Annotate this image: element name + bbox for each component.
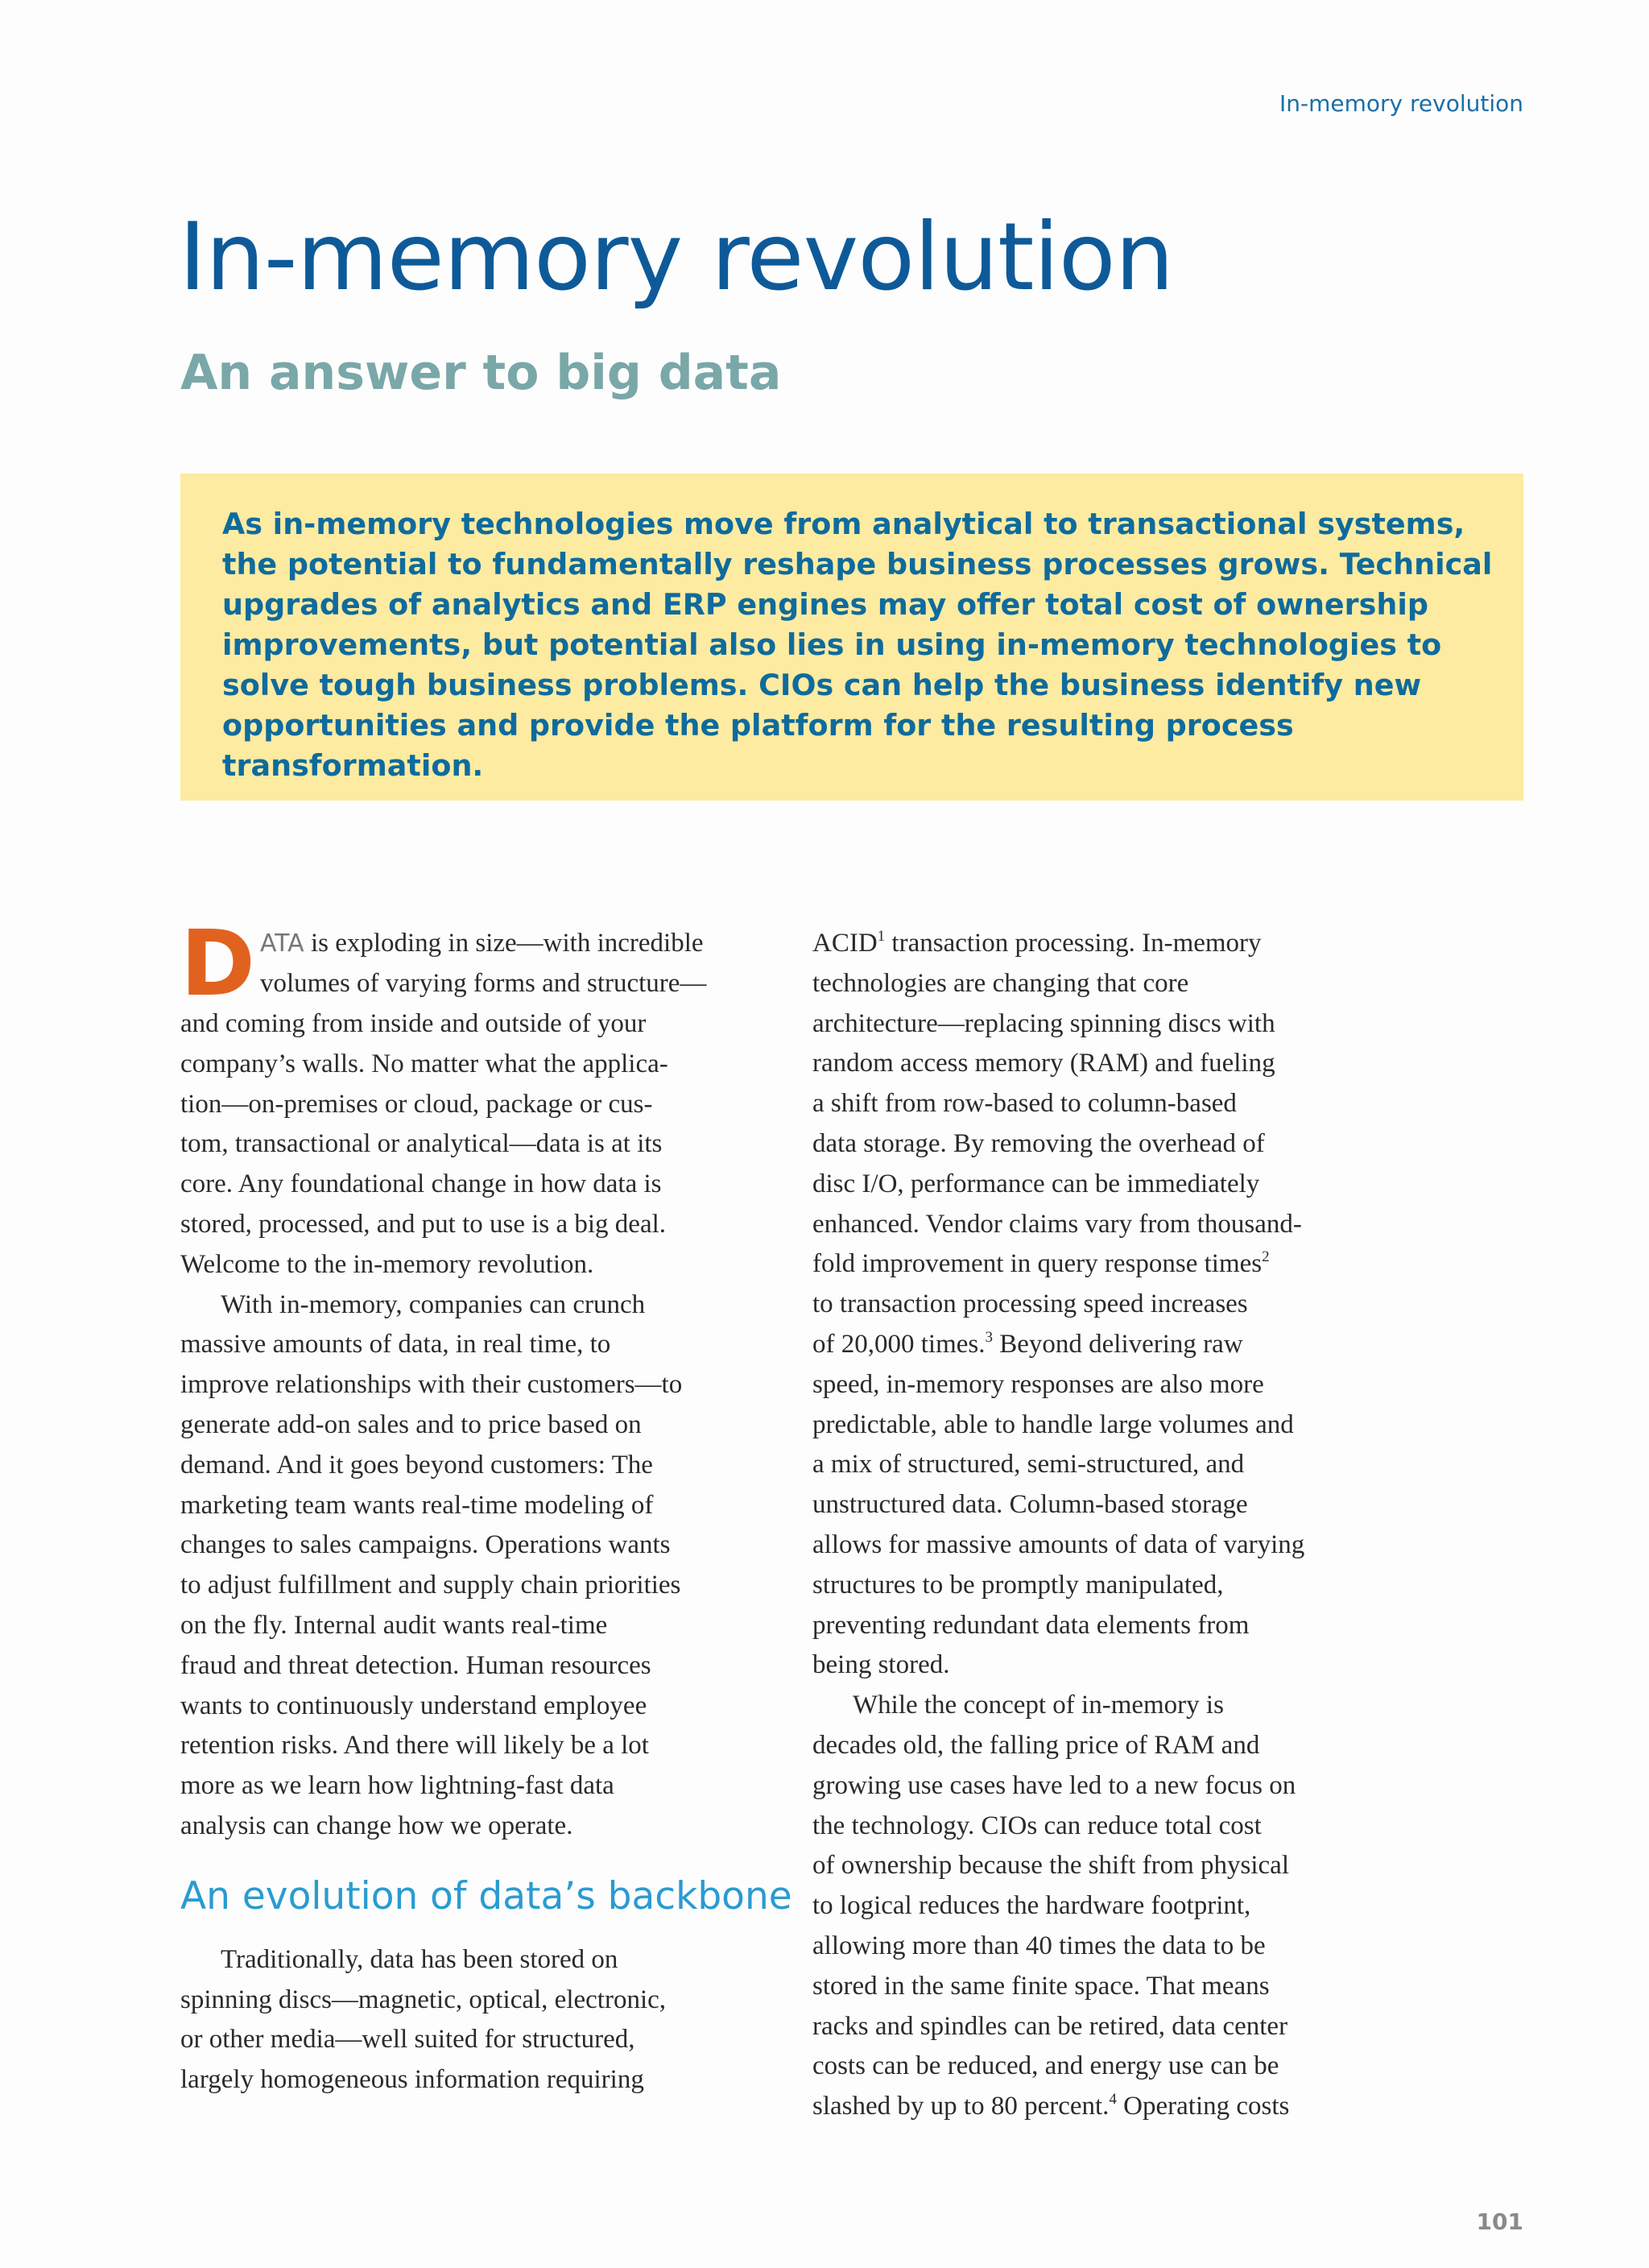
body-line — [812, 1325, 1440, 1365]
footnote-ref: 1 — [877, 928, 886, 945]
body-line: to transaction processing speed increases — [812, 1289, 1248, 1319]
body-line: volumes of varying forms and structure— — [259, 968, 707, 998]
body-line: improve relationships with their customers—to — [180, 1370, 683, 1400]
right-column — [812, 924, 1440, 2127]
body-line: random access memory (RAM) and fueling — [812, 1049, 1275, 1078]
body-line: retention risks. And there will likely be a lot — [180, 1731, 649, 1761]
body-text: Operating costs — [1116, 2092, 1290, 2121]
footnote-ref: 2 — [1262, 1248, 1270, 1266]
footnote-ref: 3 — [985, 1328, 993, 1346]
body-line: Traditionally, data has been stored on — [221, 1944, 618, 1974]
body-line: structures to be promptly manipulated, — [812, 1570, 1224, 1600]
body-text: fold improvement in query response times — [812, 1249, 1263, 1279]
body-line: demand. And it goes beyond customers: The — [180, 1450, 653, 1480]
body-line: unstructured data. Column-based storage — [812, 1490, 1248, 1520]
body-text: of 20,000 times. — [812, 1329, 986, 1359]
body-line: growing use cases have led to a new focus on — [812, 1770, 1296, 1800]
small-caps-text: ATA — [259, 929, 304, 958]
body-line: generate add-on sales and to price based on — [180, 1409, 642, 1439]
footnote-ref: 4 — [1109, 2091, 1117, 2109]
body-line: company’s walls. No matter what the applica- — [180, 1049, 668, 1078]
page-number: 101 — [1476, 2208, 1523, 2235]
body-line — [180, 924, 776, 964]
body-line: speed, in-memory responses are also more — [812, 1369, 1264, 1399]
body-line: a mix of structured, semi-structured, and — [812, 1450, 1245, 1480]
body-line: Welcome to the in-memory revolution. — [180, 1249, 594, 1279]
body-line: enhanced. Vendor claims vary from thousand- — [812, 1209, 1302, 1239]
body-line: costs can be reduced, and energy use can be — [812, 2051, 1279, 2081]
body-line: the technology. CIOs can reduce total cost — [812, 1811, 1262, 1840]
body-line: changes to sales campaigns. Operations wants — [180, 1530, 671, 1560]
body-line: fraud and threat detection. Human resources — [180, 1650, 651, 1680]
body-line: of ownership because the shift from physical — [812, 1851, 1290, 1881]
body-text: slashed by up to 80 percent. — [812, 2092, 1110, 2121]
body-text: transaction processing. In-memory — [885, 929, 1262, 958]
body-line: decades old, the falling price of RAM and — [812, 1730, 1260, 1760]
body-text: ACID — [812, 929, 878, 958]
body-line: largely homogeneous information requiring — [180, 2065, 644, 2095]
running-head: In-memory revolution — [1279, 90, 1523, 117]
body-line: stored, processed, and put to use is a big deal. — [180, 1209, 667, 1239]
body-line — [812, 2087, 1440, 2127]
body-line: technologies are changing that core — [812, 968, 1189, 998]
body-line: allowing more than 40 times the data to be — [812, 1931, 1266, 1960]
body-line: tom, transactional or analytical—data is at its — [180, 1129, 663, 1159]
left-column — [180, 912, 792, 2100]
body-line: to adjust fulfillment and supply chain priorities — [180, 1571, 681, 1600]
section-subhead: An evolution of data’s backbone — [180, 1873, 792, 1918]
body-line: being stored. — [812, 1650, 950, 1680]
callout-text: As in-memory technologies move from analytical to transactional systems, the potential to fundamentally reshape business processes grows. Technical upgrades of analytics and ERP engines may offer total cost of ownership improvements, but potential also lies in using in-memory technologies to solve tough business problems. CIOs can help the business identify new opportunities and provide the platform for the resulting process transformation. — [222, 507, 1493, 783]
body-line: With in-memory, companies can crunch — [221, 1289, 646, 1319]
body-line: analysis can change how we operate. — [180, 1811, 573, 1840]
body-line: architecture—replacing spinning discs with — [812, 1008, 1275, 1038]
body-text: is exploding in size—with incredible — [304, 929, 704, 958]
page-title: In-memory revolution — [179, 203, 1174, 312]
body-line: more as we learn how lightning-fast data — [180, 1771, 614, 1801]
body-line: predictable, able to handle large volumes and — [812, 1409, 1294, 1439]
body-line: a shift from row-based to column-based — [812, 1089, 1237, 1119]
body-line: core. Any foundational change in how data is — [180, 1169, 662, 1199]
body-line: spinning discs—magnetic, optical, electronic, — [180, 1984, 667, 2014]
body-line: allows for massive amounts of data of varying — [812, 1529, 1305, 1559]
body-line: racks and spindles can be retired, data center — [812, 2011, 1288, 2041]
body-line: and coming from inside and outside of your — [180, 1009, 647, 1038]
callout-box — [180, 474, 1523, 801]
body-line: disc I/O, performance can be immediately — [812, 1169, 1260, 1198]
drop-cap: D — [180, 912, 255, 1016]
body-line — [812, 924, 1440, 964]
body-line: stored in the same finite space. That means — [812, 1971, 1270, 2001]
body-line: wants to continuously understand employee — [180, 1691, 647, 1720]
body-text: Beyond delivering raw — [992, 1329, 1243, 1359]
body-line: massive amounts of data, in real time, to — [180, 1330, 611, 1360]
body-line: on the fly. Internal audit wants real-time — [180, 1610, 608, 1640]
body-line — [812, 1244, 1440, 1285]
page-subtitle: An answer to big data — [180, 345, 782, 401]
body-line: While the concept of in-memory is — [853, 1691, 1224, 1720]
body-line: preventing redundant data elements from — [812, 1610, 1250, 1640]
body-line: marketing team wants real-time modeling of — [180, 1490, 654, 1520]
body-line: to logical reduces the hardware footprint, — [812, 1891, 1251, 1921]
body-line: data storage. By removing the overhead of — [812, 1128, 1265, 1158]
body-line: tion—on-premises or cloud, package or cus- — [180, 1089, 653, 1119]
body-line: or other media—well suited for structured, — [180, 2025, 635, 2055]
